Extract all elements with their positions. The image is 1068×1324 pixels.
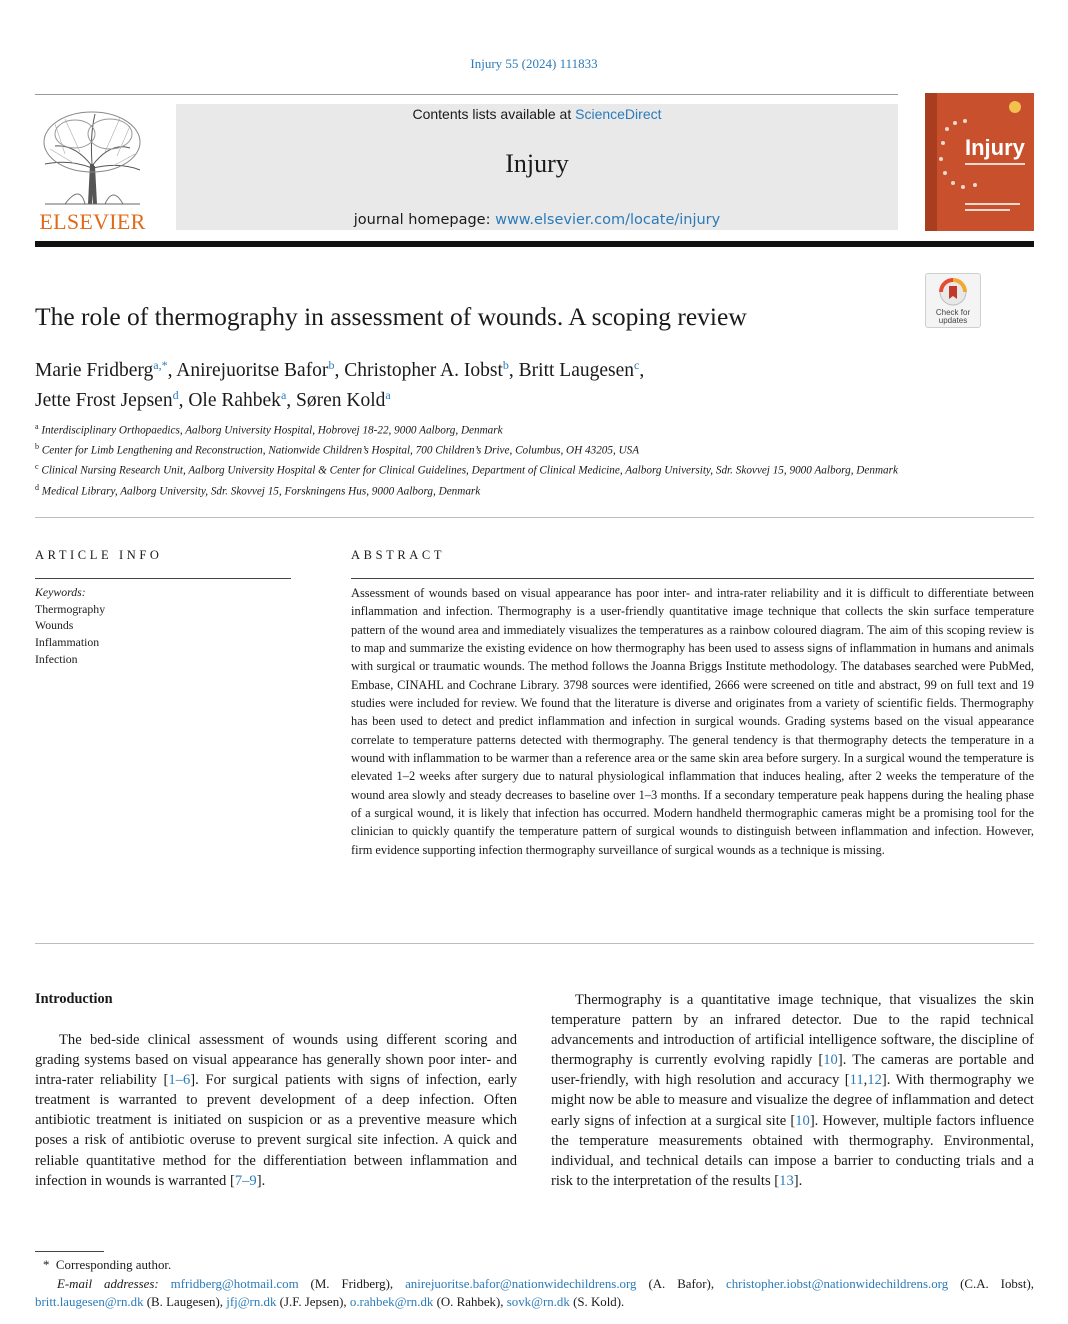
affiliation-text: Center for Limb Lengthening and Reconstruction, Nationwide Children’s Hospital, 700 Children’s Drive, Columbus, OH 43205, USA: [41, 444, 640, 457]
header-thick-rule: [35, 241, 1034, 247]
divider: [35, 943, 1034, 944]
reference-link[interactable]: 1–6: [168, 1072, 191, 1089]
keyword: Wounds: [35, 618, 74, 633]
author-separator: ,: [334, 360, 345, 381]
author-name: Marie Fridberg: [35, 360, 154, 381]
affiliation-key: a: [35, 422, 39, 431]
divider: [351, 578, 1034, 579]
asterisk: *: [43, 1258, 50, 1272]
homepage-link[interactable]: www.elsevier.com/locate/injury: [495, 212, 721, 228]
email-link[interactable]: sovk@rn.dk: [506, 1295, 570, 1309]
keyword: Infection: [35, 651, 78, 666]
affiliation-text: Medical Library, Aalborg University, Sdr. Skovvej 15, Forskningens Hus, 9000 Aalborg, Denmark: [41, 485, 481, 498]
body-text: ,: [863, 1072, 868, 1089]
elsevier-logo[interactable]: [35, 104, 150, 232]
affiliation-item: [35, 419, 1025, 439]
author-separator: ,: [639, 360, 645, 381]
check-for-updates-button[interactable]: [925, 273, 981, 328]
sciencedirect-link[interactable]: ScienceDirect: [575, 106, 662, 122]
email-link[interactable]: britt.laugesen@rn.dk: [35, 1295, 144, 1309]
affiliation-key: b: [35, 442, 39, 452]
affiliation-item: [35, 439, 1025, 459]
author-affiliation-link[interactable]: b: [328, 358, 335, 372]
corresponding-note: [35, 1256, 1034, 1275]
keyword: Thermography: [35, 601, 106, 616]
affiliation-key: d: [35, 482, 39, 492]
divider: [35, 578, 291, 579]
affiliation-item: [35, 459, 1025, 479]
email-link[interactable]: mfridberg@hotmail.com: [170, 1276, 299, 1291]
author-separator: ,: [167, 360, 177, 381]
contents-line: [176, 106, 898, 122]
body-text: ]. However, multiple factors influence the temperature measurements obtained with thermography. Environmental, individual, and technical details can impose a barrier to conducting trials and a risk to the interpretation of the results [: [551, 1112, 1034, 1189]
author-name: Jette Frost Jepsen: [35, 390, 173, 411]
footnotes: [35, 1256, 1034, 1312]
email-link[interactable]: jfj@rn.dk: [226, 1295, 277, 1309]
email-label: E-mail addresses:: [57, 1276, 159, 1291]
author-affiliation-link[interactable]: b: [502, 358, 509, 372]
check-updates-line2: updates: [938, 316, 968, 325]
email-owner: (S. Kold).: [573, 1295, 625, 1309]
author-separator: ,: [286, 390, 297, 411]
keywords-label: Keywords:: [35, 585, 86, 599]
reference-link[interactable]: 13: [779, 1172, 794, 1189]
article-title: The role of thermography in assessment of wounds. A scoping review: [35, 302, 747, 331]
affiliation-text: Interdisciplinary Orthopaedics, Aalborg University Hospital, Hobrovej 18-22, 9000 Aalborg, Denmark: [41, 424, 503, 437]
journal-citation[interactable]: Injury 55 (2024) 111833: [470, 56, 598, 71]
email-owner: (M. Fridberg),: [310, 1276, 406, 1291]
abstract-text: Assessment of wounds based on visual appearance has poor inter- and intra-rater reliability and it is difficult to differentiate between inflammation and infection. Thermography is a user-friendly quantitative image technique that collects the skin surface temperature pattern of the wound area and immediately visualizes the temperatures as a rainbow coloured diagram. The aim of this scoping review is to map and summarize the existing evidence on how thermography has been used to assess signs of inflammation in humans and animals with surgical or traumatic wounds. The method follows the Joanna Briggs Institute methodology. The databases searched were PubMed, Embase, CINAHL and Cochrane Library. 3798 sources were identified, 2666 were screened on title and abstract, 99 on full text and 19 studies were included for review. We found that the literature is diverse and originates from a variety of scientific fields. Thermography has been used to detect and predict inflammation and infection in surgical wounds. Grading systems based on the visual appearance correlate to temperature patterns detected with thermography. The general tendency is that thermography detects the temperature in a wound with inflammation to be warmer than a reference area or the same skin area before surgery. In a surgical wound the temperature is elevated 1–2 weeks after surgery due to natural physiological inflammation that induces healing, after 2 weeks the temperature of the wound area slowly and steady decreases to baseline over 1–3 months. If a secondary temperature peak happens during the healing phase of a surgical wound, it is likely that infection has occurred. Modern handheld thermographic cameras might be a promising tool for the clinician to quickly quantify the temperature pattern of surgical wounds to distinguish between inflammation and infection. However, firm evidence supporting infection thermography surveillance of surgical wounds as a technique is missing.: [351, 586, 1034, 857]
publisher-name: ELSEVIER: [39, 209, 146, 234]
affiliation-key: c: [35, 462, 39, 472]
affiliations: [35, 419, 1025, 500]
reference-link[interactable]: 7–9: [234, 1172, 257, 1189]
email-link[interactable]: anirejuoritse.bafor@nationwidechildrens.org: [405, 1276, 637, 1291]
email-owner: (A. Bafor),: [648, 1276, 726, 1291]
check-updates-icon: [938, 277, 968, 307]
email-owner: (B. Laugesen),: [146, 1295, 227, 1309]
body-text: ].: [256, 1172, 266, 1189]
author-affiliation-link[interactable]: c: [634, 358, 640, 372]
homepage-line: [176, 212, 898, 228]
author-separator: ,: [508, 360, 519, 381]
author-name: Britt Laugesen: [518, 360, 634, 381]
corresponding-text: Corresponding author.: [55, 1258, 172, 1272]
header-divider: [35, 94, 898, 95]
reference-link[interactable]: 11: [849, 1072, 864, 1089]
body-text: Thermography is a quantitative image technique, that visualizes the skin temperature pattern by an infrared detector. Due to the rapid technical advancements and introduction of artificial intelligence software, the discipline of thermography is currently evolving rapidly [: [551, 992, 1034, 1069]
introduction-heading: Introduction: [35, 991, 113, 1007]
author-affiliation-link[interactable]: a: [280, 388, 287, 402]
email-owner: (J.F. Jepsen),: [279, 1295, 350, 1309]
author-separator: ,: [178, 390, 189, 411]
body-text: ]. The cameras are portable and user-friendly, with high resolution and accuracy [: [551, 1052, 1034, 1089]
author-name: Christopher A. Iobst: [344, 360, 503, 381]
author-name: Anirejuoritse Bafor: [176, 360, 329, 381]
contents-prefix: Contents lists available at: [412, 106, 576, 122]
email-owner: (C.A. Iobst),: [960, 1276, 1034, 1291]
introduction-left-column: [35, 1030, 517, 1191]
keyword: Inflammation: [35, 635, 100, 650]
author-affiliation-link[interactable]: d: [172, 388, 179, 402]
article-info-heading: ARTICLE INFO: [35, 548, 163, 562]
journal-name: Injury: [505, 149, 569, 178]
author-name: Ole Rahbek: [188, 390, 281, 411]
body-text: ]. With thermography we might now be able to measure and visualize the degree of inflammation and detect early signs of infection at a surgical site [: [551, 1072, 1034, 1129]
email-link[interactable]: o.rahbek@rn.dk: [349, 1295, 434, 1309]
email-owner: (O. Rahbek),: [436, 1295, 507, 1309]
body-text: ]. For surgical patients with signs of infection, early treatment is warranted to prevent development of a deep infection. Often antibiotic treatment is initiated on suspicion or as a preventive measure which poses a risk of antibiotic overuse to prevent surgical site infection. A quick and reliable quantitative method for the differentiation between inflammation and infection in wounds is warranted [: [35, 1072, 517, 1189]
introduction-right-column: [551, 990, 1034, 1191]
affiliation-item: [35, 480, 1025, 500]
check-updates-line1: Check for: [935, 308, 971, 317]
author-list: [35, 353, 1025, 413]
homepage-prefix: journal homepage:: [353, 212, 496, 228]
cover-art-icon: [925, 93, 1034, 231]
body-text: ].: [793, 1172, 803, 1189]
divider: [35, 517, 1034, 518]
author-affiliation-link[interactable]: a,*: [153, 358, 168, 372]
reference-link[interactable]: 10: [823, 1052, 838, 1069]
reference-link[interactable]: 10: [795, 1112, 810, 1129]
author-affiliation-link[interactable]: a: [385, 388, 391, 402]
affiliation-text: Clinical Nursing Research Unit, Aalborg University Hospital & Center for Clinical Guidelines, Department of Clinical Medicine, Aalborg University, Sdr. Skovvej 15, 9000 Aalborg, Denmark: [41, 465, 898, 478]
author-name: Søren Kold: [296, 390, 386, 411]
body-text: The bed-side clinical assessment of wounds using different scoring and grading systems based on visual appearance has generally shown poor inter- and intra-rater reliability [: [35, 1032, 517, 1089]
reference-link[interactable]: 12: [867, 1072, 882, 1089]
keywords-block: [35, 584, 105, 668]
footnote-rule: [35, 1251, 104, 1252]
cover-title: Injury: [965, 135, 1025, 160]
abstract-heading: ABSTRACT: [351, 548, 446, 562]
journal-cover[interactable]: [925, 93, 1034, 231]
email-link[interactable]: christopher.iobst@nationwidechildrens.org: [726, 1276, 949, 1291]
email-addresses: [35, 1275, 1034, 1312]
